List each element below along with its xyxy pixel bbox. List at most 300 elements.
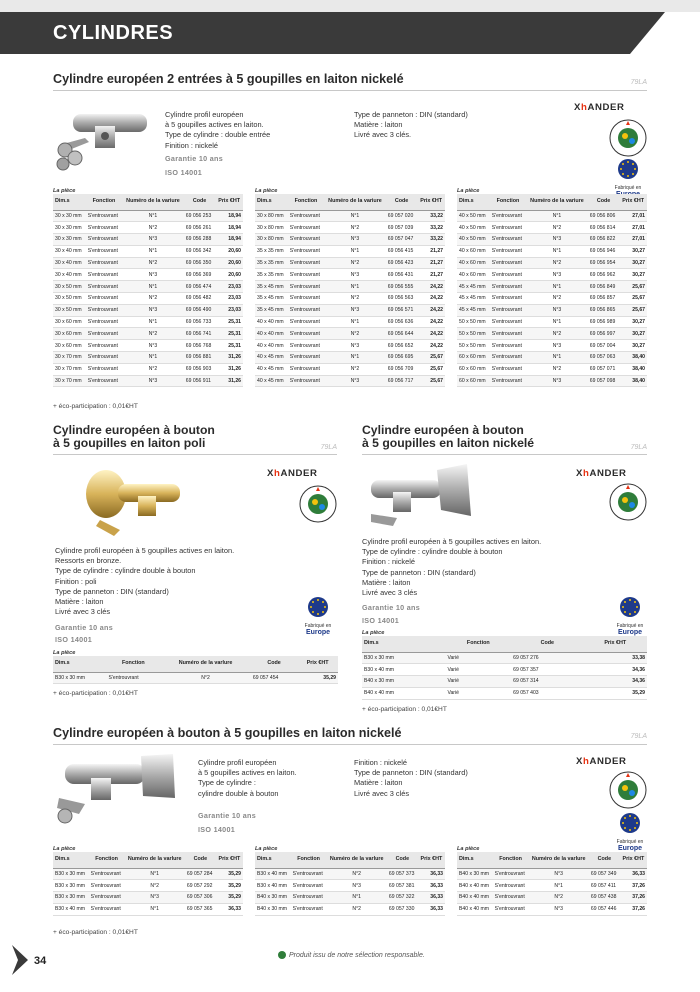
table-row [255,210,445,222]
piece-label: La pièce [53,650,76,656]
table-cell: 69 056 431 [386,269,418,281]
piece-label: La pièce [53,846,76,852]
table-cell: 69 057 446 [589,903,620,915]
table-row [457,269,647,281]
table-cell: S'entrouvrant [490,328,526,340]
table-cell: 45 x 45 mm [457,281,490,293]
section2-table [53,650,338,684]
table-cell: 69 056 652 [386,340,418,352]
table-row [53,340,243,352]
table-cell: 21,27 [417,269,445,281]
table-cell: S'entrouvrant [490,340,526,352]
fab-region: Europe [617,845,643,852]
table-cell: 40 x 50 mm [457,222,490,234]
column-header: Dim.s [255,194,288,210]
selection-responsable-badge [608,482,648,527]
table-row [255,880,445,892]
table-cell: 24,22 [417,304,445,316]
iso-label: ISO 14001 [362,616,400,626]
table-cell: N°1 [122,316,184,328]
table-cell: 69 057 276 [511,652,583,664]
column-header: Code [589,852,620,868]
column-header: Fonction [107,656,161,672]
table-cell: S'entrouvrant [86,340,122,352]
column-header: Prix €HT [418,852,445,868]
table-cell: 69 057 284 [185,868,216,880]
table-cell: 69 056 946 [588,245,620,257]
column-header: Fonction [288,194,324,210]
table-row [457,375,647,387]
iso-label: ISO 14001 [55,635,93,645]
table-cell: N°2 [122,257,184,269]
column-header: Code [251,656,297,672]
table-cell: N°1 [324,245,386,257]
table-cell: 25,67 [417,352,445,364]
column-header: Prix €HT [584,636,648,652]
column-header: Code [511,636,583,652]
section4-table-1 [53,846,243,916]
column-header: Dim.s [53,194,86,210]
table-cell: 30 x 40 mm [53,257,86,269]
table-cell: 69 056 350 [184,257,216,269]
table-cell: 36,33 [216,903,243,915]
table-cell: 33,22 [417,234,445,246]
table-cell: S'entrouvrant [89,880,125,892]
table-cell: N°3 [324,304,386,316]
table-cell: N°3 [526,234,588,246]
column-header: Dim.s [255,852,291,868]
table-cell: 35 x 45 mm [255,293,288,305]
section4-description-right [354,758,468,799]
table-cell: 25,31 [215,316,243,328]
table-cell: 69 056 768 [184,340,216,352]
column-header: Dim.s [457,194,490,210]
table-cell: 31,26 [215,352,243,364]
table-cell: B30 x 30 mm [53,880,89,892]
desc-line: à 5 goupilles actives en laiton. [198,768,297,778]
table-row [457,880,647,892]
column-header: Prix €HT [216,852,243,868]
table-cell: 35 x 35 mm [255,257,288,269]
table-row [53,903,243,915]
table-cell: S'entrouvrant [86,281,122,293]
eco-participation: + éco-participation : 0,01€HT [53,690,138,697]
fab-region: Europe [305,629,331,636]
column-header: Prix €HT [619,194,647,210]
brand-x: X [574,102,581,113]
table-cell: S'entrouvrant [490,234,526,246]
table-cell: N°2 [526,257,588,269]
table-cell: S'entrouvrant [493,903,529,915]
table-cell: N°3 [122,340,184,352]
column-header: Dim.s [53,852,89,868]
table-cell: 40 x 50 mm [457,210,490,222]
iso-label: ISO 14001 [198,824,236,834]
table-cell: S'entrouvrant [86,222,122,234]
table-cell: 30 x 60 mm [53,328,86,340]
table-cell: S'entrouvrant [490,304,526,316]
table-cell: 36,33 [418,868,445,880]
table-row [53,245,243,257]
table-cell: 25,31 [215,340,243,352]
table-cell: B40 x 40 mm [457,892,493,904]
table-cell: 25,31 [215,328,243,340]
table-cell: 69 056 849 [588,281,620,293]
table-cell: Varié [445,676,511,688]
table-cell: 69 057 047 [386,234,418,246]
eu-flag-icon [619,596,641,618]
table-cell: S'entrouvrant [490,269,526,281]
table-cell: N°1 [122,281,184,293]
table-cell: S'entrouvrant [490,316,526,328]
table-row [255,892,445,904]
table-row [255,269,445,281]
table-cell: 30,27 [619,340,647,352]
table-cell: S'entrouvrant [490,222,526,234]
table-cell: 35,29 [216,892,243,904]
table-cell: 30 x 80 mm [255,222,288,234]
brand-h: h [274,468,281,479]
table-cell: N°3 [526,269,588,281]
table-cell: 31,26 [215,375,243,387]
table-cell: 24,22 [417,293,445,305]
table-cell: N°2 [324,257,386,269]
table-cell: S'entrouvrant [291,880,327,892]
eu-flag-icon [307,596,329,618]
table-cell: 69 056 962 [588,269,620,281]
fab-region: Europe [617,629,643,636]
table-cell: 40 x 45 mm [255,363,288,375]
table-row [457,868,647,880]
selection-responsable-badge [298,484,338,529]
table-cell: N°3 [326,880,386,892]
table-cell: N°1 [326,892,386,904]
table-cell: S'entrouvrant [86,352,122,364]
desc-line: cylindre double à bouton [198,788,279,798]
table-cell: 33,22 [417,210,445,222]
table-cell: 27,01 [619,234,647,246]
table-row [53,375,243,387]
table-cell: 69 056 415 [386,245,418,257]
selection-responsable-badge [608,770,648,815]
table-cell: S'entrouvrant [288,257,324,269]
table-cell: S'entrouvrant [288,340,324,352]
table-cell: 33,38 [584,652,648,664]
column-header: Prix €HT [215,194,243,210]
table-cell: S'entrouvrant [288,363,324,375]
table-row [255,340,445,352]
table-cell: S'entrouvrant [490,257,526,269]
table-cell: 40 x 40 mm [255,316,288,328]
section1-title: Cylindre européen 2 entrées à 5 goupilles en laiton nickelé [53,73,647,91]
table-cell: 69 056 482 [184,293,216,305]
double-entry-cylinder-image [55,100,155,185]
table-cell: 40 x 40 mm [255,328,288,340]
table-cell: 30 x 70 mm [53,375,86,387]
section4-table-2 [255,846,445,916]
desc-line: Matière : laiton [354,120,403,130]
table-row [53,880,243,892]
table-cell: 35,29 [216,880,243,892]
table-cell: S'entrouvrant [86,304,122,316]
table-header-row [53,852,243,868]
column-header: Numéro de la varlure [528,852,588,868]
table-cell: 69 056 644 [386,328,418,340]
table-cell: 30,27 [619,257,647,269]
table-cell: 60 x 60 mm [457,375,490,387]
table-cell: B30 x 30 mm [53,672,107,684]
table-cell: 69 056 954 [588,257,620,269]
table-cell: 40 x 40 mm [255,340,288,352]
table-cell: 69 056 253 [184,210,216,222]
table-cell: B30 x 30 mm [362,652,445,664]
table-cell: N°1 [324,281,386,293]
table-cell: N°1 [526,352,588,364]
table-row [53,316,243,328]
table-cell: N°2 [122,222,184,234]
table-row [53,210,243,222]
table-row [255,316,445,328]
section4-tag: 79LA [630,733,647,740]
section1-table-1 [53,188,243,387]
table-cell: S'entrouvrant [288,328,324,340]
table-row [53,868,243,880]
category-banner [0,0,700,54]
column-header: Fonction [445,636,511,652]
section-bouton-nickele-2 [53,727,647,745]
table-cell: S'entrouvrant [288,245,324,257]
desc-line: Ressorts en bronze. [55,556,122,566]
table-cell: N°2 [324,363,386,375]
table-cell: S'entrouvrant [288,234,324,246]
table-cell: 27,01 [619,222,647,234]
desc-line: Type de cylindre : cylindre double à bouton [55,566,196,576]
table-cell: 69 057 039 [386,222,418,234]
table-cell: S'entrouvrant [86,245,122,257]
table-cell: S'entrouvrant [86,328,122,340]
column-header: Numéro de la varlure [124,852,184,868]
table-cell: 69 056 423 [386,257,418,269]
table-cell: S'entrouvrant [288,316,324,328]
table-cell: 30 x 60 mm [53,316,86,328]
column-header: Prix €HT [417,194,445,210]
table-row [457,245,647,257]
table-cell: 69 056 997 [588,328,620,340]
table-header-row [53,656,338,672]
table-row [255,352,445,364]
chevron-right-icon [10,945,30,975]
table-cell: 40 x 45 mm [255,375,288,387]
table-cell: 69 057 063 [588,352,620,364]
table-header-row [362,636,647,652]
table-row [457,222,647,234]
section1-tag: 79LA [630,79,647,86]
table-cell: N°2 [526,222,588,234]
table-cell: 34,36 [584,676,648,688]
section2-title [53,424,337,455]
section4-title: Cylindre européen à bouton à 5 goupilles en laiton nickelé [53,727,647,745]
table-cell: S'entrouvrant [288,375,324,387]
table-row [362,664,647,676]
table-cell: 35 x 45 mm [255,281,288,293]
fab-label: Fabriqué en [614,185,642,191]
table-cell: S'entrouvrant [493,880,529,892]
category-title: CYLINDRES [53,22,174,44]
column-header: Dim.s [362,636,445,652]
table-cell: 40 x 50 mm [457,234,490,246]
table-cell: 20,60 [215,269,243,281]
table-cell: N°2 [124,880,184,892]
table-cell: S'entrouvrant [291,903,327,915]
table-cell: N°2 [326,868,386,880]
table-cell: 69 057 004 [588,340,620,352]
table-row [362,676,647,688]
column-header: Fonction [89,852,125,868]
column-header: Numéro de la variure [526,194,588,210]
section2-tag: 79LA [320,444,337,451]
nickel-knob-cylinder-image [55,752,180,837]
column-header: Dim.s [457,852,493,868]
table-header-row [255,852,445,868]
section3-title-line2: à 5 goupilles en laiton nickelé [362,436,535,451]
table-row [457,234,647,246]
table-cell: N°1 [124,868,184,880]
table-cell: N°2 [122,363,184,375]
table-cell: N°1 [122,245,184,257]
table-cell: 36,33 [418,892,445,904]
table-cell: N°1 [528,880,588,892]
table-cell: N°3 [122,234,184,246]
leaf-icon [278,951,286,959]
table-cell: 69 056 733 [184,316,216,328]
table-cell: N°1 [122,352,184,364]
table-cell: 69 056 571 [386,304,418,316]
table-cell: S'entrouvrant [89,868,125,880]
table-cell: N°1 [324,210,386,222]
table-cell: S'entrouvrant [490,352,526,364]
table-cell: B40 x 30 mm [457,868,493,880]
table-cell: S'entrouvrant [291,892,327,904]
table-cell: N°3 [526,375,588,387]
table-cell: B40 x 30 mm [362,676,445,688]
table-cell: 37,26 [620,892,647,904]
column-header: Numéro de la variure [122,194,184,210]
table-cell: 69 056 490 [184,304,216,316]
table-cell: B40 x 40 mm [362,687,445,699]
table-cell: 27,01 [619,210,647,222]
table-row [53,293,243,305]
table-cell: S'entrouvrant [490,375,526,387]
table-cell: 25,67 [619,293,647,305]
column-header: Numéro de la variure [324,194,386,210]
column-header: Code [387,852,418,868]
column-header: Code [588,194,620,210]
table-cell: S'entrouvrant [86,210,122,222]
table-cell: 20,60 [215,257,243,269]
table-cell: 23,03 [215,281,243,293]
table-header-row [53,194,243,210]
table-cell: 69 056 288 [184,234,216,246]
table-cell: B40 x 40 mm [457,880,493,892]
desc-line: Livré avec 3 clés [362,588,418,598]
table-cell: 69 057 357 [511,664,583,676]
table-row [457,316,647,328]
table-cell: 18,94 [215,222,243,234]
table-header-row [255,194,445,210]
piece-label: La pièce [255,846,278,852]
table-cell: 69 056 857 [588,293,620,305]
table-cell: S'entrouvrant [490,293,526,305]
desc-line: Cylindre profil européen [165,110,244,119]
table-cell: 60 x 60 mm [457,352,490,364]
table-cell: 69 056 636 [386,316,418,328]
table-cell: 30 x 30 mm [53,234,86,246]
fabrique-europe-badge [298,596,338,636]
table-cell: N°3 [324,340,386,352]
table-cell: 30,27 [619,245,647,257]
table-cell: 40 x 60 mm [457,269,490,281]
desc-line: Finition : nickelé [354,758,407,767]
table-cell: S'entrouvrant [490,210,526,222]
table-cell: 69 057 322 [387,892,418,904]
section4-table-3 [457,846,647,916]
desc-line: Matière : laiton [362,577,411,587]
garantie-label: Garantie 10 ans [362,603,421,613]
desc-line: Finition : poli [55,576,97,586]
table-cell: 69 057 349 [589,868,620,880]
table-row [53,234,243,246]
table-cell: N°1 [526,281,588,293]
table-cell: 69 057 373 [387,868,418,880]
table-row [255,245,445,257]
desc-line: Type de cylindre : double entrée [165,130,271,140]
table-cell: 69 057 306 [185,892,216,904]
table-cell: S'entrouvrant [490,363,526,375]
eco-participation: + éco-participation : 0,01€HT [362,706,447,713]
table-row [457,210,647,222]
table-cell: N°2 [526,328,588,340]
section1-description [165,110,270,178]
table-cell: 69 056 814 [588,222,620,234]
table-cell: 69 056 865 [588,304,620,316]
table-cell: 30 x 50 mm [53,304,86,316]
table-row [362,687,647,699]
table-cell: 40 x 60 mm [457,257,490,269]
table-cell: N°3 [526,304,588,316]
table-row [255,304,445,316]
table-cell: 69 056 911 [184,375,216,387]
table-cell: B40 x 40 mm [457,903,493,915]
piece-label: La pièce [255,188,278,194]
table-cell: 25,67 [417,363,445,375]
table-cell: 34,36 [584,664,648,676]
brand-logo [576,468,627,479]
table-cell: B30 x 40 mm [255,868,291,880]
table-cell: 24,22 [417,328,445,340]
brand-x: X [267,468,274,479]
garantie-label: Garantie 10 ans [165,153,224,163]
iso-label: ISO 14001 [165,167,203,177]
section3-description [362,537,541,627]
table-cell: 35,29 [297,672,338,684]
table-cell: B30 x 30 mm [53,868,89,880]
table-cell: N°2 [526,293,588,305]
eu-flag-icon [617,158,639,180]
table-cell: 69 057 365 [185,903,216,915]
piece-label: La pièce [362,630,385,636]
table-row [457,281,647,293]
desc-line: Type de cylindre : [198,778,256,788]
